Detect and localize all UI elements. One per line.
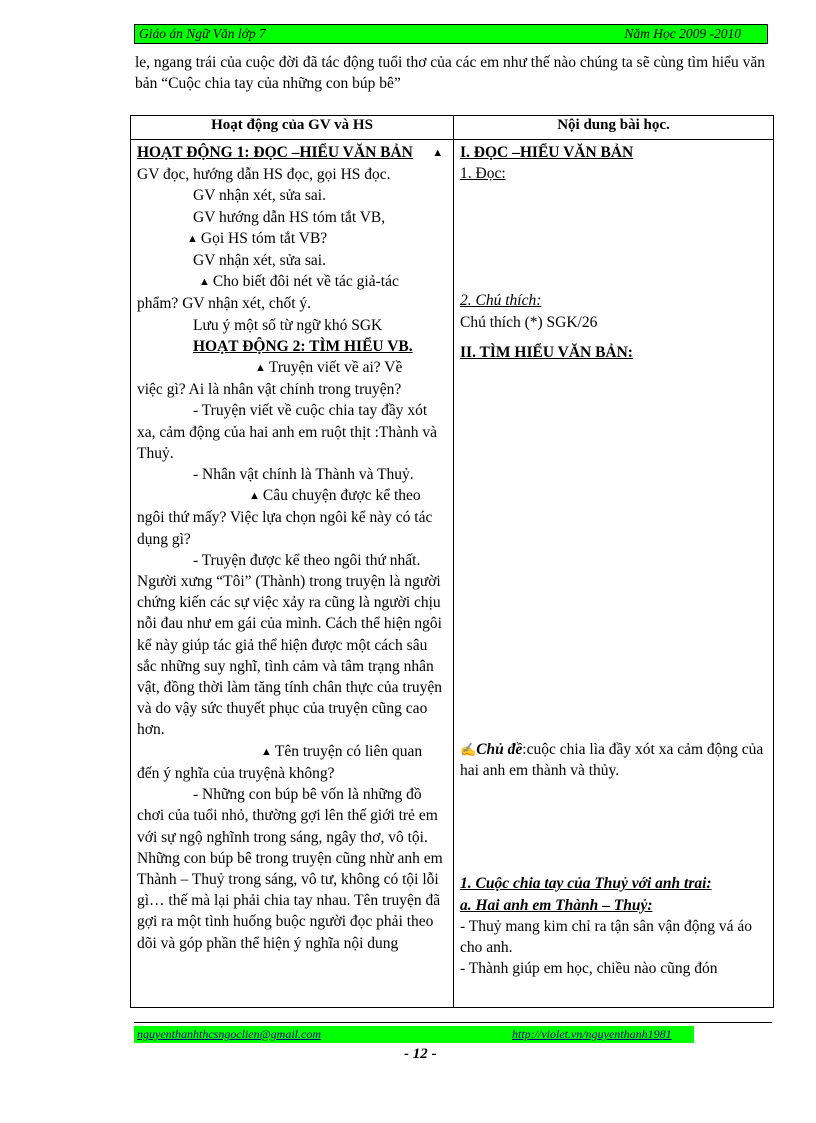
triangle-bullet-icon: ▲ [432,147,444,159]
question-1-cont: việc gì? Ai là nhân vật chính trong truyện? [137,381,402,399]
lesson-table [130,115,774,1008]
intro-paragraph: le, ngang trái của cuộc đời đã tác động tuổi thơ của các em như thế nào chúng ta sẽ cùng tìm hiểu văn bản “Cuộc chia tay của những con búp bê” [135,54,765,92]
line-teacher-corrects-2: GV nhận xét, sửa sai. [193,252,326,270]
answer-1: - Truyện viết về cuộc chia tay đầy xót xa, cảm động của hai anh em ruột thịt :Thành và Thuỷ. [137,402,438,462]
line-summary-guide: GV hướng dẫn HS tóm tắt VB, [193,208,386,226]
line-vocab-note: Lưu ý một số từ ngữ khó SGK [193,316,383,334]
line-author-question-cont: phẩm? GV nhận xét, chốt ý. [137,295,312,313]
theme-block [460,739,767,781]
footer-email-link[interactable]: nguyenthanhthcsngoclien@gmail.com [137,1027,322,1041]
section-1-title: I. ĐỌC –HIỂU VĂN BẢN [460,144,634,161]
section-1-2-text: Chú thích (*) SGK/26 [460,313,598,331]
line-summary-call [137,228,447,250]
activity-2-title: HOẠT ĐỘNG 2: TÌM HIỂU VB. [193,337,413,355]
header-title: Giáo án Ngữ Văn lớp 7 [139,26,266,41]
spacer [460,781,767,873]
pen-icon: ✍ [460,742,477,758]
line-summary-call-text: Gọi HS tóm tắt VB? [200,229,328,247]
triangle-bullet-icon: ▲ [199,276,210,289]
footer-divider [134,1022,772,1023]
theme-text: :cuộc chia lìa đầy xót xa cảm động của hai anh em thành và thủy. [460,741,764,780]
line-author-question-text: Cho biết đôi nét về tác giả-tác [212,273,399,291]
spacer [460,184,767,290]
header-school-year: Năm Học 2009 -2010 [624,26,741,41]
question-1-line [137,357,447,379]
page-number: - 12 - [404,1046,437,1062]
answer-4: - Những con búp bê vốn là những đồ chơi của tuổi nhỏ, thường gợi lên thế giới trẻ em với sự ngộ nghĩnh trong sáng, ngây thơ, vô tội. Những con búp bê trong truyện cũng nhừ anh em Thành – Thuỷ trong sáng, vô tư, không có tội lỗi gì… thế mà lại phải chia tay nhau. Tên truyện đã gợi ra một tình huống buộc người đọc phải theo dõi và góp phần thể hiện ý nghĩa nội dung [137,786,443,952]
question-3-text: Tên truyện có liên quan đến ý nghĩa của truyệnà không? [137,742,423,782]
theme-label: Chủ đề [476,741,523,759]
triangle-bullet-icon: ▲ [255,362,266,375]
part-1a-title: a. Hai anh em Thành – Thuỷ: [460,896,653,914]
question-3 [137,741,447,784]
section-1-1-title [460,163,767,184]
part-1a-line-1: - Thuỷ mang kim chỉ ra tận sân vận động vá áo cho anh. [460,917,752,957]
spacer [460,363,767,739]
page-footer [134,1026,694,1043]
section-1-2-title: 2. Chú thích: [460,292,542,310]
activity-1-title: HOẠT ĐỘNG 1: ĐỌC –HIỂU VĂN BẢN [137,144,413,161]
section-1-1-text: 1. Đọc: [460,165,506,183]
answer-3: - Truyện được kể theo ngôi thứ nhất. Người xưng “Tôi” (Thành) trong truyện là người chứng kiến các sự việc xảy ra cũng là người chịu nỗi đau như em gái của mình. Cách thể hiện ngôi kể này giúp tác giả thể hiện được một cách sâu sắc những suy nghĩ, tình cảm và tâm trạng nhân vật, đồng thời làm tăng tính chân thực của truyện và do vậy sức thuyết phục của truyện cũng cao hơn. [137,551,442,739]
activity-1-text: GV đọc, hướng dẫn HS đọc, gọi HS đọc. [137,166,391,184]
answer-2: - Nhân vật chính là Thành và Thuỷ. [193,466,414,484]
question-1-text: Truyện viết về ai? Về [268,359,403,377]
line-teacher-corrects-1: GV nhận xét, sửa sai. [193,187,326,205]
activity-1-block [137,142,447,185]
triangle-bullet-icon: ▲ [187,232,198,245]
content-cell [454,140,774,1008]
triangle-bullet-icon: ▲ [249,490,260,503]
section-2-title: II. TÌM HIỂU VĂN BẢN: [460,343,633,361]
footer-url-link[interactable]: http://violet.vn/nguyenthanh1981 [512,1027,672,1041]
part-1a-line-2: - Thành giúp em học, chiều nào cũng đón [460,960,718,978]
column-header-content: Nội dung bài học. [454,116,774,140]
question-2 [137,485,447,550]
triangle-bullet-icon: ▲ [261,745,272,758]
question-2-text: Câu chuyện được kể theo ngôi thứ mấy? Việc lựa chọn ngôi kể này có tác dụng gì? [137,487,433,548]
line-author-question [137,271,447,293]
part-1-title: 1. Cuộc chia tay của Thuỷ với anh trai: [460,875,712,893]
activities-cell [131,140,454,1008]
page-header [134,24,768,44]
column-header-activities: Hoạt động của GV và HS [131,116,454,140]
